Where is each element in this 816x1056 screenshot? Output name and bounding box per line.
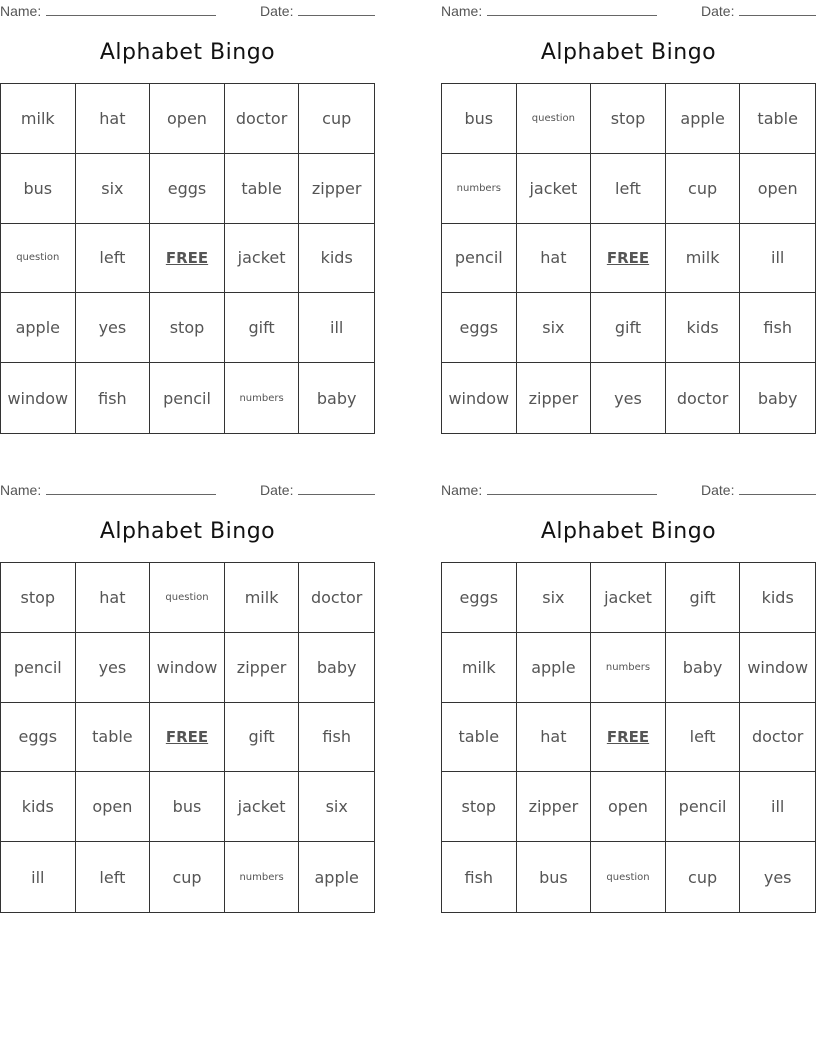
bingo-cell: numbers bbox=[225, 842, 300, 912]
bingo-grid bbox=[0, 562, 375, 913]
bingo-cell: yes bbox=[76, 633, 151, 703]
bingo-cell: cup bbox=[666, 842, 741, 912]
date-line bbox=[739, 494, 816, 495]
bingo-cell: apple bbox=[1, 293, 76, 363]
bingo-cell: open bbox=[150, 84, 225, 154]
bingo-cell: doctor bbox=[225, 84, 300, 154]
bingo-cell: six bbox=[299, 772, 374, 842]
card-header bbox=[441, 479, 816, 501]
name-line bbox=[487, 15, 657, 16]
bingo-cell: window bbox=[1, 363, 76, 433]
bingo-cell: zipper bbox=[517, 772, 592, 842]
bingo-cell: yes bbox=[763, 867, 792, 887]
bingo-cell: pencil bbox=[1, 633, 76, 703]
bingo-cell: fish bbox=[442, 842, 517, 912]
bingo-cell: stop bbox=[1, 563, 76, 633]
bingo-cell: window bbox=[740, 633, 815, 703]
bingo-cell: pencil bbox=[442, 224, 517, 294]
bingo-cell: left bbox=[76, 842, 151, 912]
bingo-cell: gift bbox=[666, 563, 741, 633]
bingo-cell: milk bbox=[225, 563, 300, 633]
name-label: Name: bbox=[0, 482, 42, 498]
bingo-cell: cup bbox=[299, 84, 374, 154]
bingo-grid bbox=[441, 562, 816, 913]
bingo-cell: open bbox=[740, 154, 815, 224]
bingo-cell: jacket bbox=[225, 772, 300, 842]
card-title: Alphabet Bingo bbox=[540, 519, 717, 544]
bingo-cell: table bbox=[740, 84, 815, 154]
bingo-cell: table bbox=[225, 154, 300, 224]
free-space: FREE bbox=[150, 224, 225, 294]
bingo-cell: ill bbox=[1, 842, 76, 912]
bingo-cell: yes bbox=[76, 293, 151, 363]
bingo-cell: window bbox=[150, 633, 225, 703]
bingo-cell: jacket bbox=[517, 154, 592, 224]
date-label: Date: bbox=[260, 482, 294, 498]
bingo-cell: question bbox=[591, 842, 666, 912]
bingo-cell: zipper bbox=[299, 154, 374, 224]
bingo-cell: question bbox=[150, 563, 225, 633]
bingo-cell: yes bbox=[591, 363, 666, 433]
bingo-cell: table bbox=[76, 703, 151, 773]
bingo-cell: kids bbox=[740, 563, 815, 633]
bingo-cell: ill bbox=[740, 224, 815, 294]
bingo-cell: left bbox=[76, 224, 151, 294]
date-line bbox=[739, 15, 816, 16]
bingo-cell: open bbox=[591, 772, 666, 842]
bingo-cell: apple bbox=[517, 633, 592, 703]
bingo-cell: milk bbox=[1, 84, 76, 154]
bingo-cell: six bbox=[517, 293, 592, 363]
bingo-cell: cup bbox=[150, 842, 225, 912]
bingo-cell: jacket bbox=[225, 224, 300, 294]
bingo-cell: hat bbox=[76, 563, 151, 633]
bingo-cell: doctor bbox=[299, 563, 374, 633]
free-space: FREE bbox=[591, 224, 666, 294]
bingo-cell: apple bbox=[314, 867, 359, 887]
bingo-cell: fish bbox=[740, 293, 815, 363]
bingo-cell: window bbox=[442, 363, 517, 433]
bingo-cell: baby bbox=[666, 633, 741, 703]
bingo-cell: apple bbox=[666, 84, 741, 154]
card-header bbox=[0, 0, 375, 22]
date-label: Date: bbox=[260, 3, 294, 19]
name-label: Name: bbox=[0, 3, 42, 19]
bingo-cell: question bbox=[1, 224, 76, 294]
name-line bbox=[487, 494, 657, 495]
bingo-cell: eggs bbox=[1, 703, 76, 773]
bingo-cell: bus bbox=[150, 772, 225, 842]
bingo-cell: ill bbox=[299, 293, 374, 363]
bingo-cell: fish bbox=[76, 363, 151, 433]
bingo-cell: pencil bbox=[150, 363, 225, 433]
card-header bbox=[0, 479, 375, 501]
bingo-cell: hat bbox=[517, 224, 592, 294]
bingo-cell: left bbox=[666, 703, 741, 773]
bingo-grid bbox=[441, 83, 816, 434]
bingo-cell: zipper bbox=[225, 633, 300, 703]
bingo-cell: open bbox=[76, 772, 151, 842]
bingo-cell: stop bbox=[442, 772, 517, 842]
bingo-cell: kids bbox=[666, 293, 741, 363]
free-space: FREE bbox=[150, 703, 225, 773]
bingo-cell: gift bbox=[225, 703, 300, 773]
card-title: Alphabet Bingo bbox=[99, 519, 276, 544]
bingo-cell: doctor bbox=[666, 363, 741, 433]
bingo-cell: bus bbox=[517, 842, 592, 912]
bingo-cell: gift bbox=[591, 293, 666, 363]
bingo-cell: zipper bbox=[517, 363, 592, 433]
bingo-cell: numbers bbox=[225, 363, 300, 433]
bingo-cell: gift bbox=[225, 293, 300, 363]
bingo-cell: baby bbox=[316, 388, 357, 408]
bingo-cell: stop bbox=[591, 84, 666, 154]
bingo-cell: table bbox=[442, 703, 517, 773]
bingo-cell: bus bbox=[442, 84, 517, 154]
bingo-cell: milk bbox=[442, 633, 517, 703]
card-title: Alphabet Bingo bbox=[99, 40, 276, 65]
card-header bbox=[441, 0, 816, 22]
card-title: Alphabet Bingo bbox=[540, 40, 717, 65]
bingo-cell: eggs bbox=[442, 563, 517, 633]
bingo-cell: cup bbox=[666, 154, 741, 224]
bingo-cell: eggs bbox=[442, 293, 517, 363]
bingo-cell: kids bbox=[1, 772, 76, 842]
bingo-cell: bus bbox=[1, 154, 76, 224]
date-line bbox=[298, 494, 375, 495]
bingo-cell: six bbox=[76, 154, 151, 224]
bingo-cell: ill bbox=[740, 772, 815, 842]
date-line bbox=[298, 15, 375, 16]
date-label: Date: bbox=[701, 482, 735, 498]
name-line bbox=[46, 15, 216, 16]
bingo-cell: baby bbox=[757, 388, 798, 408]
name-label: Name: bbox=[441, 3, 483, 19]
bingo-cell: hat bbox=[517, 703, 592, 773]
bingo-cell: eggs bbox=[150, 154, 225, 224]
bingo-cell: baby bbox=[299, 633, 374, 703]
free-space: FREE bbox=[591, 703, 666, 773]
bingo-cell: doctor bbox=[740, 703, 815, 773]
bingo-cell: milk bbox=[666, 224, 741, 294]
bingo-cell: six bbox=[517, 563, 592, 633]
name-line bbox=[46, 494, 216, 495]
bingo-cell: numbers bbox=[442, 154, 517, 224]
date-label: Date: bbox=[701, 3, 735, 19]
bingo-cell: hat bbox=[76, 84, 151, 154]
bingo-cell: kids bbox=[299, 224, 374, 294]
bingo-cell: left bbox=[591, 154, 666, 224]
bingo-cell: pencil bbox=[666, 772, 741, 842]
bingo-cell: numbers bbox=[591, 633, 666, 703]
bingo-cell: stop bbox=[150, 293, 225, 363]
bingo-cell: fish bbox=[299, 703, 374, 773]
bingo-cell: jacket bbox=[591, 563, 666, 633]
bingo-cell: question bbox=[517, 84, 592, 154]
name-label: Name: bbox=[441, 482, 483, 498]
bingo-grid bbox=[0, 83, 375, 434]
